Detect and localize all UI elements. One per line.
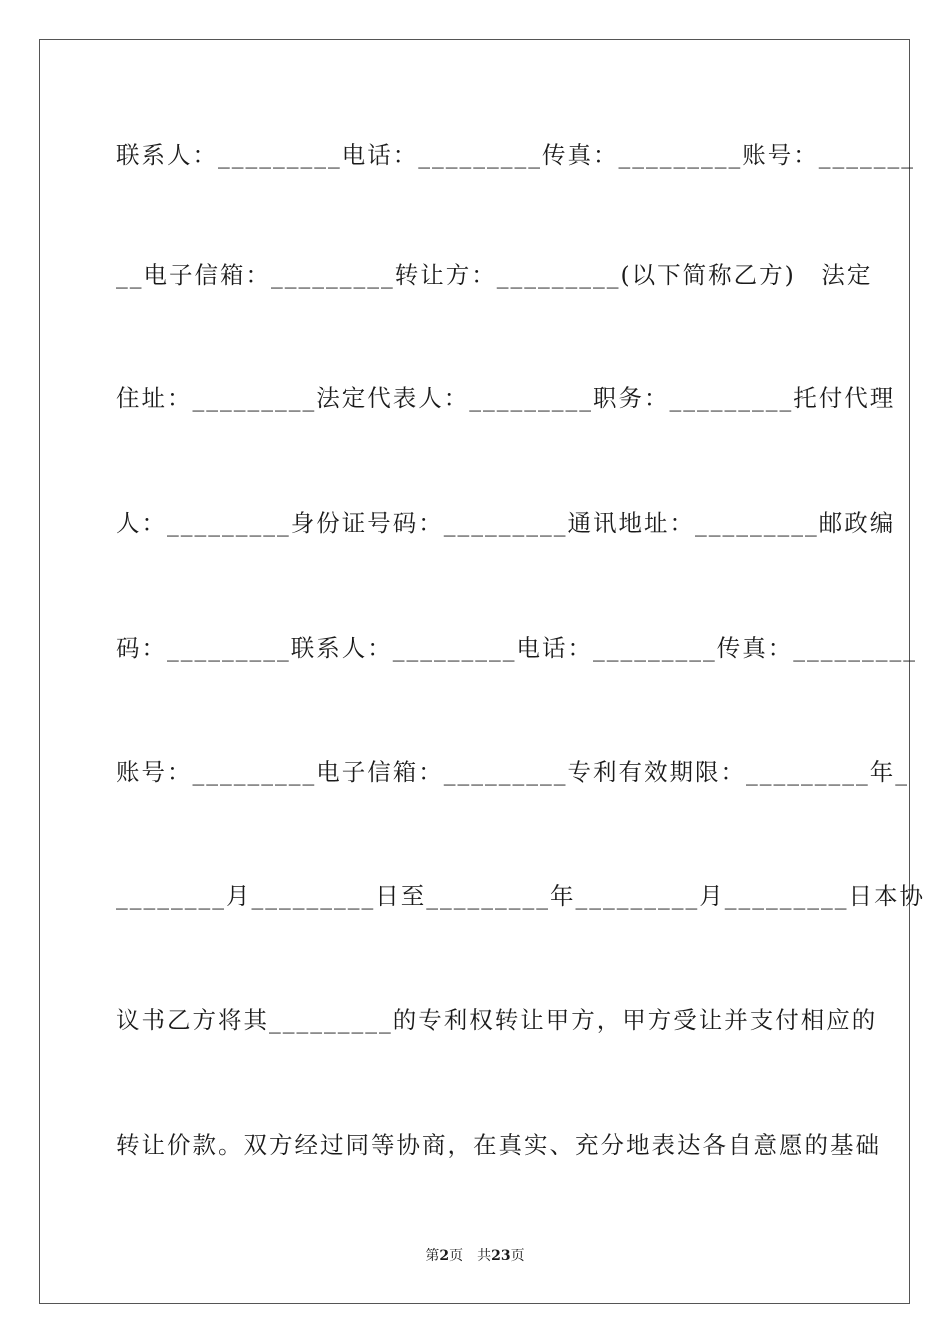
document-line: 码：_________联系人：_________电话：_________传真：_________: [116, 634, 917, 662]
page-frame: [39, 39, 925, 1304]
document-line: 人：_________身份证号码：_________通讯地址：_________邮政编: [116, 509, 896, 537]
total-prefix: 共: [477, 1248, 492, 1264]
document-line: 住址：_________法定代表人：_________职务：_________托付代理: [116, 384, 896, 412]
document-line: __电子信箱：_________转让方：_________(以下简称乙方) 法定: [116, 261, 873, 289]
document-line: 议书乙方将其_________的专利权转让甲方，甲方受让并支付相应的: [116, 1006, 878, 1034]
document-line: 账号：_________电子信箱：_________专利有效期限：_________年_: [116, 758, 909, 786]
document-line: 联系人：_________电话：_________传真：_________账号：_______: [116, 141, 915, 169]
page-number: 2: [439, 1248, 450, 1264]
document-line: 转让价款。双方经过同等协商，在真实、充分地表达各自意愿的基础: [116, 1131, 881, 1159]
page-prefix: 第: [425, 1248, 440, 1264]
document-line: ________月_________日至_________年_________月_________日本协: [116, 882, 925, 910]
total-pages: 23: [491, 1248, 511, 1264]
total-unit: 页: [510, 1248, 525, 1264]
page-unit: 页: [449, 1248, 464, 1264]
page-footer: [0, 1246, 950, 1266]
